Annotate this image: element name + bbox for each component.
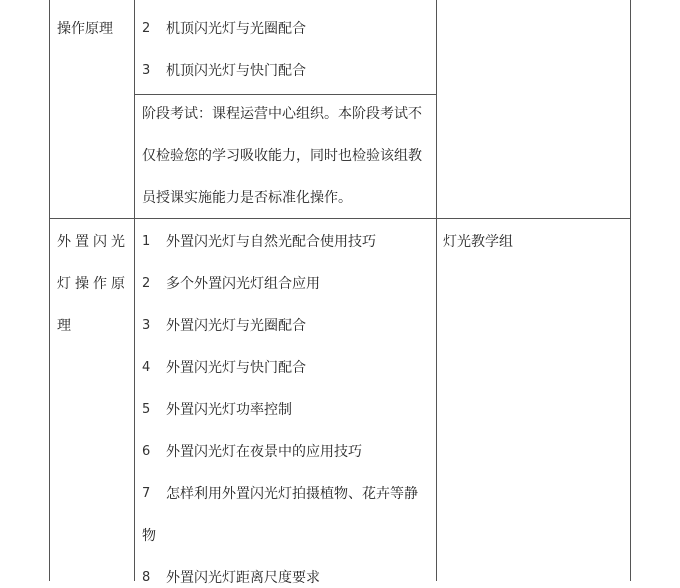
list-item-continuation: 物	[142, 528, 156, 544]
item-number: 4	[142, 360, 151, 375]
list-item: 机顶闪光灯与光圈配合	[166, 21, 306, 37]
list-item: 外置闪光灯与自然光配合使用技巧	[166, 234, 376, 250]
table-border-left	[49, 0, 50, 581]
row-divider	[49, 218, 630, 219]
exam-text-line-2: 仅检验您的学习吸收能力，同时也检验该组教	[142, 148, 422, 164]
exam-text-line-1: 阶段考试：课程运营中心组织。本阶段考试不	[142, 106, 422, 122]
category-label-line-1: 外置闪光	[57, 234, 129, 250]
item-number: 3	[142, 318, 151, 333]
exam-text-line-3: 员授课实施能力是否标准化操作。	[142, 190, 352, 206]
item-number: 7	[142, 486, 151, 501]
list-item: 怎样利用外置闪光灯拍摄植物、花卉等静	[166, 486, 418, 502]
table-border-right	[630, 0, 631, 581]
list-item: 外置闪光灯距离尺度要求	[166, 570, 320, 586]
list-item: 外置闪光灯功率控制	[166, 402, 292, 418]
list-item: 外置闪光灯与快门配合	[166, 360, 306, 376]
exam-divider	[134, 94, 436, 95]
item-number: 2	[142, 276, 151, 291]
item-number: 1	[142, 234, 151, 249]
list-item: 多个外置闪光灯组合应用	[166, 276, 320, 292]
list-item: 外置闪光灯与光圈配合	[166, 318, 306, 334]
category-label-line-2: 灯操作原	[57, 276, 129, 292]
item-number: 3	[142, 63, 151, 78]
item-number: 6	[142, 444, 151, 459]
list-item: 外置闪光灯在夜景中的应用技巧	[166, 444, 362, 460]
table-border-col2	[436, 0, 437, 581]
item-number: 5	[142, 402, 151, 417]
list-item: 机顶闪光灯与快门配合	[166, 63, 306, 79]
category-label-line-3: 理	[57, 318, 71, 334]
item-number: 2	[142, 21, 151, 36]
item-number: 8	[142, 570, 151, 585]
table-border-col1	[134, 0, 135, 581]
category-label: 操作原理	[57, 21, 113, 37]
team-label: 灯光教学组	[443, 234, 513, 250]
